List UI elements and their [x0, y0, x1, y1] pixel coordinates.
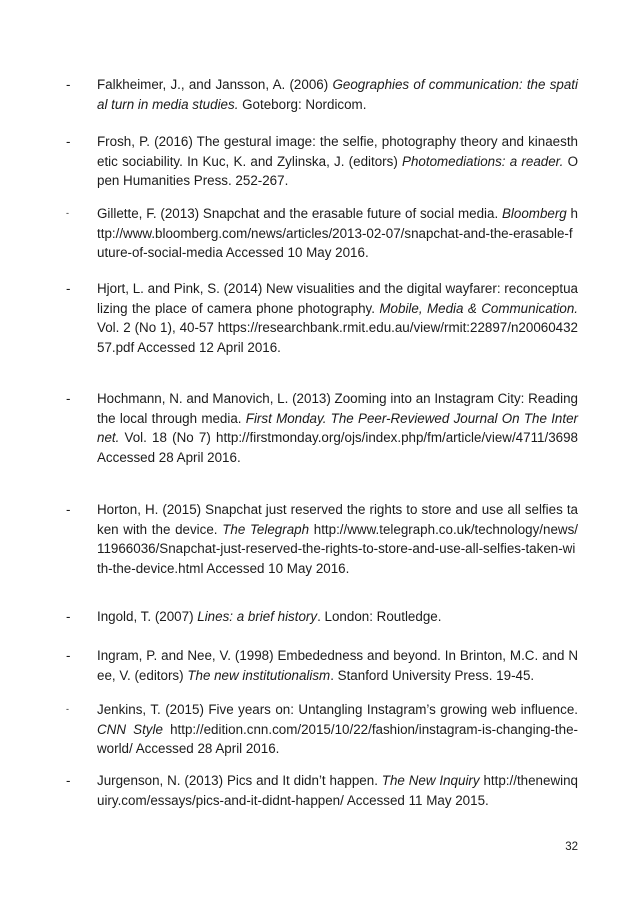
list-dash: - [66, 609, 71, 624]
reference-jurgenson-2013 [66, 771, 578, 810]
reference-text: Gillette, F. (2013) Snapchat and the erasable future of social media. [97, 206, 502, 221]
reference-text: http://thenewinquiry.com/essays/pics-and-it-didnt-happen/ Accessed 11 May 2015. [97, 773, 578, 808]
reference-text: http://edition.cnn.com/2015/10/22/fashion/instagram-is-changing-the-world/ Accessed 28 April 2016. [97, 721, 578, 756]
reference-title-italic: Geographies of communication: the spatial turn in media studies. [97, 77, 578, 112]
reference-horton-2015 [66, 500, 578, 578]
reference-text: Vol. 2 (No 1), 40-57 https://researchbank.rmit.edu.au/view/rmit:22897/n2006043257.pdf Accessed 12 April 2016. [97, 320, 578, 355]
reference-text: Goteborg: Nordicom. [238, 96, 367, 112]
list-dash: - [66, 134, 71, 149]
reference-text: . Stanford University Press. 19-45. [330, 667, 535, 683]
reference-text: Vol. 18 (No 7) http://firstmonday.org/ojs/index.php/fm/article/view/4711/3698 Accessed 28 April 2016. [97, 430, 578, 465]
list-dash: - [66, 773, 71, 788]
reference-text: Jurgenson, N. (2013) Pics and It didn’t happen. [97, 773, 382, 788]
list-dash: - [66, 77, 71, 92]
page-number: 32 [565, 841, 578, 853]
reference-title-italic: The new institutionalism [187, 667, 331, 683]
reference-text: Frosh, P. (2016) The gestural image: the selfie, photography theory and kinaesthetic sociability. In Kuc, K. and Zylinska, J. (editors) [97, 134, 578, 169]
reference-hochmann-manovich-2013 [66, 389, 578, 467]
reference-title-italic: Mobile, Media & Communication. [379, 300, 578, 316]
reference-gillette-2013 [66, 204, 579, 263]
reference-text: http://www.bloomberg.com/news/articles/2013-02-07/snapchat-and-the-erasable-future-of-social-media Accessed 10 May 2016. [97, 206, 579, 260]
reference-text: Horton, H. (2015) Snapchat just reserved the rights to store and use all selfies taken with the device. [97, 502, 578, 537]
reference-falkheimer-2006 [66, 75, 578, 114]
list-dash: - [66, 281, 71, 296]
reference-text: Ingram, P. and Nee, V. (1998) Embededness and beyond. In Brinton, M.C. and Nee, V. (editors) [97, 648, 578, 683]
reference-text: Falkheimer, J., and Jansson, A. (2006) [97, 77, 333, 92]
reference-title-italic: Bloomberg [502, 206, 567, 221]
reference-title-italic: Lines: a brief history [197, 609, 318, 624]
reference-text: Ingold, T. (2007) [97, 609, 198, 624]
reference-text: Hjort, L. and Pink, S. (2014) New visualities and the digital wayfarer: reconceptualizing the place of camera phone photography. [97, 281, 578, 316]
reference-title-italic: The New Inquiry [381, 773, 480, 788]
reference-title-italic: CNN Style [97, 721, 163, 737]
reference-text: Open Humanities Press. 252-267. [97, 153, 579, 188]
reference-hjort-pink-2014 [66, 279, 578, 357]
reference-frosh-2016 [66, 132, 579, 191]
list-dash: - [66, 502, 71, 517]
list-dash: - [66, 648, 71, 663]
reference-title-italic: First Monday. The Peer-Reviewed Journal On The Internet. [97, 410, 578, 445]
list-dash: - [66, 208, 69, 218]
reference-text: Jenkins, T. (2015) Five years on: Untangling Instagram’s growing web influence. [97, 702, 578, 717]
reference-ingold-2007 [66, 607, 578, 627]
list-dash: - [66, 704, 69, 714]
reference-title-italic: Photomediations: a reader. [402, 153, 564, 169]
list-dash: - [66, 391, 71, 406]
reference-jenkins-2015 [66, 700, 578, 759]
reference-text: . London: Routledge. [317, 609, 442, 624]
reference-title-italic: The Telegraph [222, 521, 310, 537]
reference-ingram-nee-1998 [66, 646, 578, 685]
reference-text: http://www.telegraph.co.uk/technology/news/11966036/Snapchat-just-reserved-the-rights-to-store-and-use-all-selfies-taken-with-the-device.html Accessed 10 May 2016. [97, 521, 578, 576]
reference-text: Hochmann, N. and Manovich, L. (2013) Zooming into an Instagram City: Reading the local through media. [97, 391, 578, 426]
